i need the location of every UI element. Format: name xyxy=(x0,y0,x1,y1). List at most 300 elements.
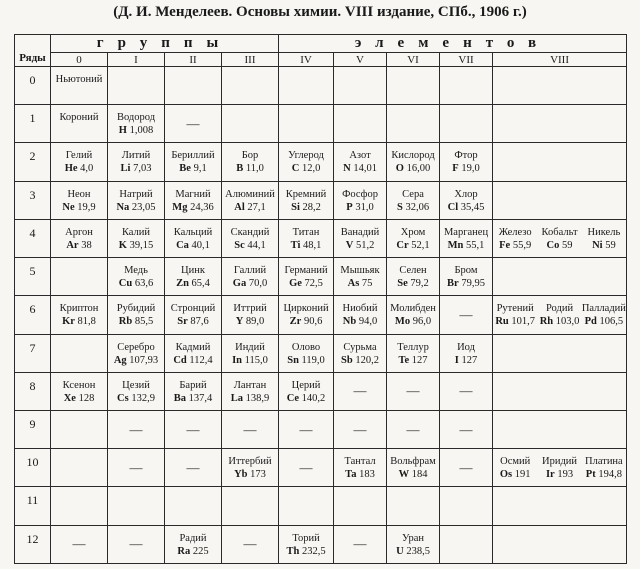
element-entry xyxy=(537,226,581,252)
element-entry xyxy=(334,149,386,175)
dash-placeholder: — xyxy=(129,421,143,437)
element-symbol: Ar xyxy=(66,239,79,251)
element-data xyxy=(51,239,107,252)
element-data xyxy=(222,201,278,214)
element-cell xyxy=(279,487,334,525)
element-cell xyxy=(387,410,440,448)
atomic-mass: 173 xyxy=(250,469,266,481)
element-entry xyxy=(165,264,221,290)
element-entry xyxy=(222,226,278,252)
atomic-mass: 79,2 xyxy=(410,278,429,290)
atomic-mass: 65,4 xyxy=(191,278,210,290)
element-cell xyxy=(222,525,279,563)
element-data xyxy=(165,545,221,558)
element-entry xyxy=(493,455,537,481)
dash-placeholder: — xyxy=(243,421,257,437)
element-cell xyxy=(440,334,493,372)
element-symbol: Mo xyxy=(394,316,411,328)
element-cell xyxy=(440,449,493,487)
element-name: Неон xyxy=(67,188,91,200)
element-entry xyxy=(440,226,492,252)
table-row xyxy=(15,449,627,487)
element-cell xyxy=(222,296,279,334)
element-cell xyxy=(279,258,334,296)
atomic-mass: 128 xyxy=(78,392,95,404)
element-entry xyxy=(108,302,164,328)
element-cell xyxy=(493,334,627,372)
atomic-mass: 85,5 xyxy=(134,316,154,328)
element-symbol: Cu xyxy=(118,278,133,290)
atomic-mass: 120,2 xyxy=(355,354,379,366)
element-data xyxy=(440,239,492,252)
element-name: Углерод xyxy=(288,150,324,162)
element-symbol: Yb xyxy=(234,469,248,481)
atomic-mass: 63,6 xyxy=(134,278,154,290)
element-cell xyxy=(165,410,222,448)
element-symbol: Ta xyxy=(345,469,357,481)
element-data xyxy=(222,392,278,405)
element-cell xyxy=(334,296,387,334)
element-data xyxy=(537,239,581,252)
atomic-mass: 238,5 xyxy=(406,545,430,557)
row-number: 1 xyxy=(15,105,51,143)
element-data xyxy=(537,468,581,481)
element-cell xyxy=(222,258,279,296)
element-symbol: As xyxy=(347,278,360,290)
element-name: Скандий xyxy=(230,226,270,238)
element-data xyxy=(582,239,626,252)
element-name: Барий xyxy=(179,379,207,391)
element-name: Ниобий xyxy=(342,303,378,315)
dash-placeholder: — xyxy=(299,421,313,437)
element-symbol: Ge xyxy=(289,278,302,290)
atomic-mass: 4,0 xyxy=(80,163,94,175)
dash-placeholder: — xyxy=(186,421,200,437)
element-symbol: La xyxy=(230,392,244,404)
element-data xyxy=(222,468,278,481)
element-cell xyxy=(108,181,165,219)
element-entry xyxy=(493,302,537,328)
element-name: Никель xyxy=(587,226,621,238)
table-row xyxy=(15,296,627,334)
atomic-mass: 38 xyxy=(81,239,92,251)
element-name: Лантан xyxy=(233,379,267,391)
element-entry xyxy=(279,264,333,290)
dash-placeholder: — xyxy=(243,536,257,552)
element-entry xyxy=(51,111,107,124)
atomic-mass: 55,1 xyxy=(466,239,485,251)
element-symbol: Sc xyxy=(234,239,245,251)
element-entry xyxy=(108,341,164,367)
element-entry xyxy=(51,188,107,214)
triad-group xyxy=(493,302,626,328)
dash-placeholder: — xyxy=(406,421,420,437)
element-entry xyxy=(108,111,164,137)
element-cell xyxy=(165,296,222,334)
element-cell xyxy=(440,219,493,257)
element-name: Железо xyxy=(498,226,532,238)
element-cell xyxy=(387,181,440,219)
atomic-mass: 81,8 xyxy=(77,316,96,328)
element-name: Палладий xyxy=(581,303,626,315)
element-symbol: Rb xyxy=(118,316,133,328)
element-cell xyxy=(222,181,279,219)
element-name: Теллур xyxy=(397,341,429,353)
element-symbol: Si xyxy=(291,201,300,213)
element-symbol: Li xyxy=(120,163,131,175)
element-data xyxy=(387,315,439,328)
element-cell xyxy=(279,410,334,448)
atomic-mass: 44,1 xyxy=(247,239,266,251)
element-entry xyxy=(387,302,439,328)
atomic-mass: 27,1 xyxy=(247,201,266,213)
element-symbol: Ag xyxy=(113,354,127,366)
element-data xyxy=(387,277,439,290)
element-name: Рубидий xyxy=(116,303,156,315)
element-data xyxy=(108,201,164,214)
atomic-mass: 39,15 xyxy=(129,239,154,251)
element-name: Криптон xyxy=(59,303,99,315)
element-data xyxy=(51,315,107,328)
elements-label: элементов xyxy=(279,35,627,53)
element-name: Медь xyxy=(124,265,148,277)
element-entry xyxy=(279,302,333,328)
element-cell xyxy=(51,525,108,563)
atomic-mass: 132,9 xyxy=(131,392,155,404)
element-symbol: Be xyxy=(179,163,191,175)
element-name: Иттрий xyxy=(233,303,267,315)
element-cell xyxy=(165,334,222,372)
dash-placeholder: — xyxy=(353,536,367,552)
element-name: Серебро xyxy=(117,341,155,353)
element-name: Бром xyxy=(454,265,478,277)
row-number: 0 xyxy=(15,67,51,105)
row-number: 12 xyxy=(15,525,51,563)
element-cell xyxy=(108,449,165,487)
element-name: Мышьяк xyxy=(340,265,380,277)
element-cell xyxy=(334,143,387,181)
element-cell xyxy=(387,143,440,181)
element-entry xyxy=(222,379,278,405)
atomic-mass: 87,6 xyxy=(190,316,209,328)
element-symbol: Cs xyxy=(117,392,129,404)
element-cell xyxy=(279,67,334,105)
atomic-mass: 183 xyxy=(359,469,375,481)
element-data xyxy=(165,277,221,290)
element-cell xyxy=(51,449,108,487)
group-number: IV xyxy=(279,53,334,67)
element-name: Иод xyxy=(457,341,475,353)
element-entry xyxy=(387,188,439,214)
element-data xyxy=(222,162,278,175)
element-cell xyxy=(51,296,108,334)
element-name: Водород xyxy=(116,112,156,124)
element-name: Цирконий xyxy=(283,303,329,315)
element-name: Цезий xyxy=(122,379,150,391)
element-cell xyxy=(334,181,387,219)
element-name: Индий xyxy=(235,341,265,353)
atomic-mass: 94,0 xyxy=(358,316,378,328)
element-name: Торий xyxy=(292,532,320,544)
element-entry xyxy=(165,188,221,214)
atomic-mass: 184 xyxy=(411,469,428,481)
element-cell xyxy=(387,67,440,105)
element-data xyxy=(334,277,386,290)
group-number: I xyxy=(108,53,165,67)
element-name: Стронций xyxy=(170,303,216,315)
element-cell xyxy=(493,410,627,448)
element-entry xyxy=(165,226,221,252)
element-entry xyxy=(334,264,386,290)
element-symbol: Mn xyxy=(447,239,464,251)
element-symbol: Fe xyxy=(499,239,511,251)
element-data xyxy=(440,201,492,214)
element-cell xyxy=(279,219,334,257)
table-row xyxy=(15,372,627,410)
element-name: Хлор xyxy=(454,188,478,200)
element-entry xyxy=(279,149,333,175)
row-number: 7 xyxy=(15,334,51,372)
element-symbol: Sn xyxy=(287,354,299,366)
element-symbol: U xyxy=(396,545,404,557)
element-entry xyxy=(279,532,333,558)
element-symbol: Pd xyxy=(584,316,597,328)
element-cell xyxy=(279,181,334,219)
atomic-mass: 7,03 xyxy=(133,163,152,175)
table-body xyxy=(15,67,627,564)
element-cell xyxy=(108,372,165,410)
element-cell xyxy=(51,487,108,525)
groups-header-row xyxy=(15,35,627,53)
element-cell xyxy=(334,258,387,296)
element-symbol: Cd xyxy=(173,354,187,366)
element-data xyxy=(537,315,581,328)
element-data xyxy=(334,162,386,175)
atomic-mass: 194,8 xyxy=(598,469,622,481)
element-cell xyxy=(493,181,627,219)
atomic-mass: 31,0 xyxy=(355,201,374,213)
element-data xyxy=(165,201,221,214)
element-cell xyxy=(222,410,279,448)
element-symbol: Ni xyxy=(592,239,603,251)
element-data xyxy=(387,545,439,558)
element-entry xyxy=(108,264,164,290)
element-cell xyxy=(493,67,627,105)
table-row xyxy=(15,487,627,525)
table-row xyxy=(15,525,627,563)
element-entry xyxy=(387,532,439,558)
element-symbol: Cl xyxy=(447,201,459,213)
element-data xyxy=(387,201,439,214)
element-data xyxy=(582,315,626,328)
element-cell xyxy=(51,143,108,181)
element-entry xyxy=(387,264,439,290)
dash-placeholder: — xyxy=(459,421,473,437)
element-entry xyxy=(165,532,221,558)
element-symbol: Ba xyxy=(173,392,186,404)
element-symbol: Kr xyxy=(62,316,75,328)
element-data xyxy=(279,315,333,328)
atomic-mass: 48,1 xyxy=(303,239,322,251)
element-symbol: Zr xyxy=(289,316,302,328)
element-entry xyxy=(222,188,278,214)
element-cell xyxy=(108,67,165,105)
atomic-mass: 28,2 xyxy=(302,201,321,213)
element-cell xyxy=(440,67,493,105)
element-symbol: Te xyxy=(398,354,410,366)
atomic-mass: 9,1 xyxy=(193,163,207,175)
element-cell xyxy=(387,219,440,257)
element-cell xyxy=(279,143,334,181)
dash-placeholder: — xyxy=(299,459,313,475)
element-cell xyxy=(51,67,108,105)
element-name: Цинк xyxy=(181,265,205,277)
element-symbol: In xyxy=(232,354,243,366)
element-entry xyxy=(165,341,221,367)
atomic-mass: 32,06 xyxy=(405,201,430,213)
element-cell xyxy=(222,67,279,105)
element-data xyxy=(493,468,537,481)
atomic-mass: 1,008 xyxy=(129,125,154,137)
table-row xyxy=(15,410,627,448)
element-cell xyxy=(279,334,334,372)
element-symbol: Ce xyxy=(286,392,300,404)
dash-placeholder: — xyxy=(353,383,367,399)
element-name: Селен xyxy=(399,265,427,277)
atomic-mass: 35,45 xyxy=(460,201,485,213)
element-name: Уран xyxy=(401,532,425,544)
atomic-mass: 89,0 xyxy=(245,316,265,328)
atomic-mass: 19,9 xyxy=(77,201,96,213)
element-name: Кремний xyxy=(285,188,327,200)
element-name: Рутений xyxy=(496,303,534,315)
element-name: Натрий xyxy=(119,188,153,200)
groups-label: группы xyxy=(51,35,279,53)
element-entry xyxy=(279,379,333,405)
triad-group xyxy=(493,226,626,252)
atomic-mass: 14,01 xyxy=(353,163,377,175)
element-entry xyxy=(582,455,626,481)
atomic-mass: 119,0 xyxy=(301,354,325,366)
element-data xyxy=(582,468,626,481)
element-entry xyxy=(440,188,492,214)
element-cell xyxy=(108,258,165,296)
atomic-mass: 232,5 xyxy=(301,545,326,557)
element-cell xyxy=(222,487,279,525)
atomic-mass: 70,0 xyxy=(248,278,268,290)
element-entry xyxy=(537,302,581,328)
element-cell xyxy=(165,143,222,181)
element-data xyxy=(387,162,439,175)
element-cell xyxy=(440,410,493,448)
element-entry xyxy=(222,455,278,481)
atomic-mass: 106,5 xyxy=(599,316,624,328)
table-row xyxy=(15,334,627,372)
element-entry xyxy=(387,455,439,481)
element-cell xyxy=(51,181,108,219)
element-cell xyxy=(387,487,440,525)
element-data xyxy=(334,354,386,367)
element-cell xyxy=(279,372,334,410)
element-entry xyxy=(387,341,439,367)
table-row xyxy=(15,105,627,143)
element-data xyxy=(108,315,164,328)
element-symbol: K xyxy=(118,239,127,251)
atomic-mass: 19,0 xyxy=(461,163,480,175)
element-entry xyxy=(222,149,278,175)
element-name: Церий xyxy=(291,379,321,391)
dash-placeholder: — xyxy=(459,459,473,475)
row-number: 8 xyxy=(15,372,51,410)
element-cell xyxy=(279,296,334,334)
element-name: Тантал xyxy=(344,456,376,468)
element-data xyxy=(387,239,439,252)
rows-header: Ряды xyxy=(15,35,51,67)
element-name: Калий xyxy=(121,226,151,238)
element-name: Кобальт xyxy=(541,226,578,238)
element-symbol: Ca xyxy=(176,239,189,251)
atomic-mass: 52,1 xyxy=(411,239,430,251)
element-entry xyxy=(165,149,221,175)
element-data xyxy=(279,354,333,367)
element-symbol: Th xyxy=(286,545,300,557)
element-cell xyxy=(440,258,493,296)
element-name: Фосфор xyxy=(342,188,378,200)
element-data xyxy=(108,354,164,367)
element-cell xyxy=(279,105,334,143)
element-entry xyxy=(279,341,333,367)
element-cell xyxy=(493,296,627,334)
element-symbol: Mg xyxy=(172,201,188,213)
row-number: 4 xyxy=(15,219,51,257)
element-entry xyxy=(165,379,221,405)
atomic-mass: 127 xyxy=(411,354,428,366)
element-data xyxy=(387,468,439,481)
element-symbol: Co xyxy=(546,239,560,251)
element-cell xyxy=(387,449,440,487)
element-cell xyxy=(222,334,279,372)
element-data xyxy=(108,277,164,290)
atomic-mass: 79,95 xyxy=(461,278,485,290)
atomic-mass: 11,0 xyxy=(245,163,264,175)
element-name: Литий xyxy=(121,150,151,162)
atomic-mass: 59 xyxy=(562,239,573,251)
element-cell xyxy=(334,525,387,563)
element-cell xyxy=(334,487,387,525)
element-cell xyxy=(440,143,493,181)
element-symbol: Ir xyxy=(545,469,555,481)
element-name: Бериллий xyxy=(171,150,215,162)
element-name: Радий xyxy=(179,532,207,544)
element-entry xyxy=(387,149,439,175)
element-data xyxy=(440,354,492,367)
element-name: Ньютоний xyxy=(55,74,103,85)
atomic-mass: 107,93 xyxy=(129,354,159,366)
element-symbol: Xe xyxy=(63,392,76,404)
element-name: Платина xyxy=(585,456,623,468)
table-row xyxy=(15,258,627,296)
element-name: Марганец xyxy=(443,226,489,238)
element-data xyxy=(279,545,333,558)
element-symbol: H xyxy=(118,125,127,137)
element-cell xyxy=(440,487,493,525)
element-name: Галлий xyxy=(233,265,267,277)
element-name: Сурьма xyxy=(343,341,377,353)
element-entry xyxy=(582,302,626,328)
element-cell xyxy=(334,105,387,143)
element-name: Родий xyxy=(545,303,574,315)
element-entry xyxy=(222,302,278,328)
